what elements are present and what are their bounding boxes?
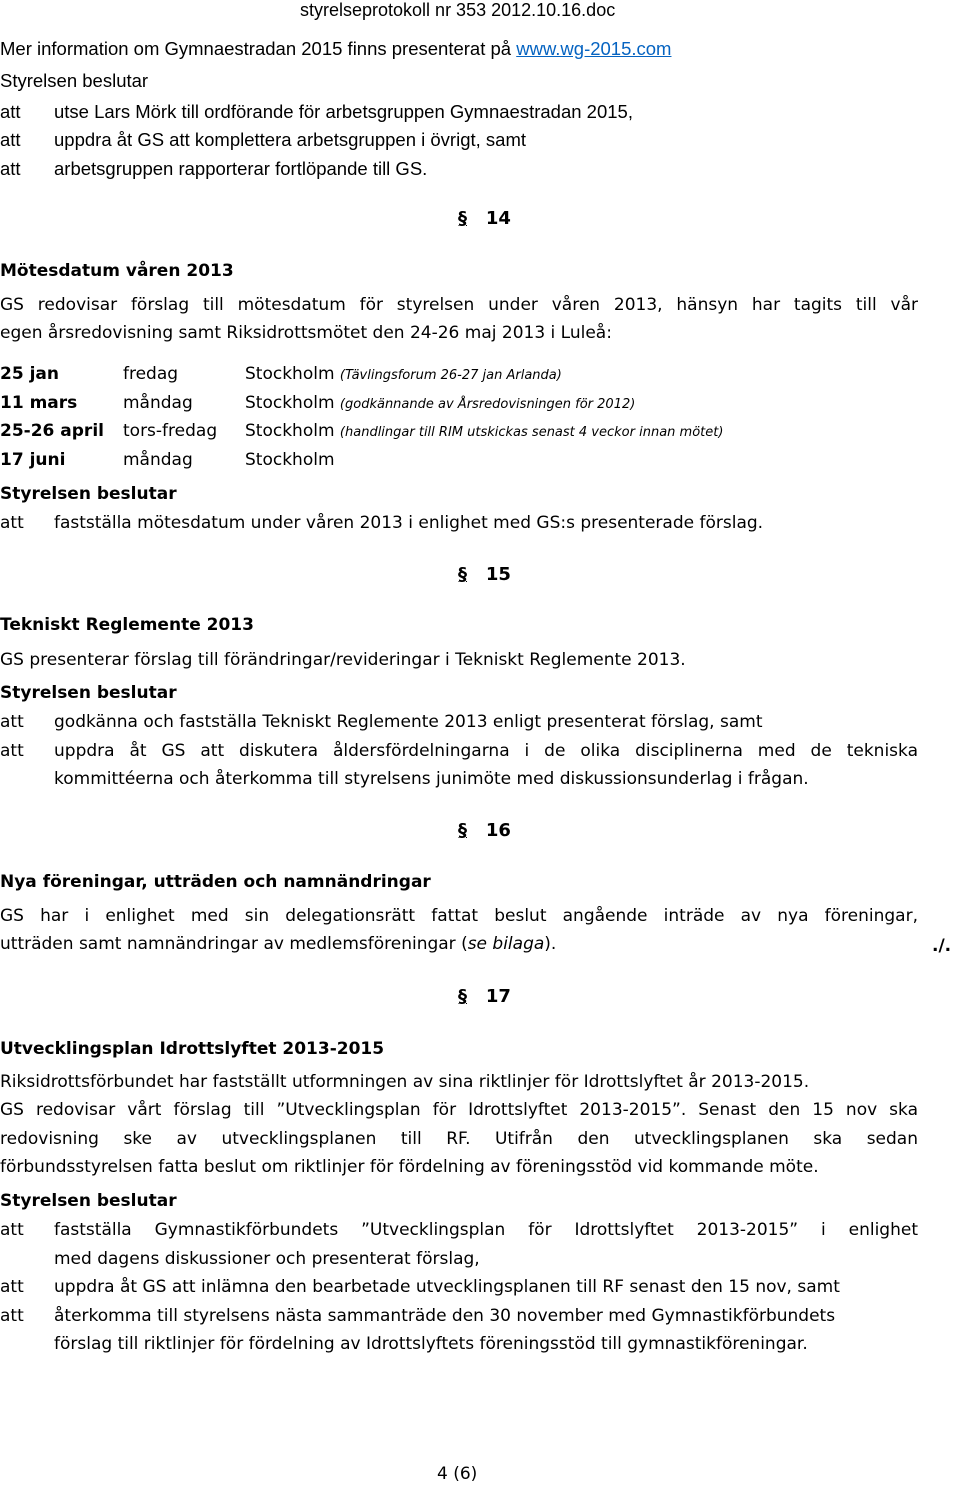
section-14-para-line-1: GS redovisar förslag till mötesdatum för styrelsen under våren 2013, hänsyn har tagits till vår	[0, 295, 918, 315]
info-line	[0, 38, 671, 60]
section-number: 15	[485, 564, 511, 585]
info-text: Mer information om Gymnaestradan 2015 finns presenterat på	[0, 38, 517, 59]
meeting-place: Stockholm (handlingar till RIM utskickas senast 4 veckor innan mötet)	[245, 421, 724, 441]
att-label: att	[0, 712, 24, 732]
section-number: 17	[485, 986, 511, 1007]
meeting-day: fredag	[123, 364, 179, 384]
section-16-title: Nya föreningar, utträden och namnändringar	[0, 872, 431, 892]
section-number-16	[458, 820, 511, 841]
section-14-decision-heading: Styrelsen beslutar	[0, 484, 177, 504]
att-label: att	[0, 1306, 24, 1326]
section-15-para: GS presenterar förslag till förändringar/revideringar i Tekniskt Reglemente 2013.	[0, 650, 686, 670]
meeting-place: Stockholm (Tävlingsforum 26-27 jan Arlanda)	[245, 364, 562, 384]
top-item-text: arbetsgruppen rapporterar fortlöpande till GS.	[54, 158, 428, 179]
section-15-item-2-cont: kommittéerna och återkomma till styrelsens junimöte med diskussionsunderlag i frågan.	[54, 769, 809, 789]
meeting-date-row	[0, 450, 960, 476]
meeting-day: tors-fredag	[123, 421, 218, 441]
section-17-para-line-3: redovisning ske av utvecklingsplanen till RF. Utifrån den utvecklingsplanen ska sedan	[0, 1129, 918, 1149]
meeting-date: 11 mars	[0, 393, 78, 413]
meeting-date: 17 juni	[0, 450, 66, 470]
decision-text: uppdra åt GS att inlämna den bearbetade utvecklingsplanen till RF senast den 15 nov, samt	[54, 1277, 840, 1297]
meeting-date: 25 jan	[0, 364, 59, 384]
paragraph-symbol: §	[458, 564, 467, 585]
att-label: att	[0, 1220, 24, 1240]
meeting-date-row	[0, 393, 960, 419]
section-17-item-3-cont: förslag till riktlinjer för fördelning av Idrottslyftets föreningsstöd till gymnastikföreningar.	[54, 1334, 808, 1354]
decision-text: återkomma till styrelsens nästa sammanträde den 30 november med Gymnastikförbundets	[54, 1306, 836, 1326]
meeting-place: Stockholm	[245, 450, 335, 470]
page-number: 4 (6)	[437, 1464, 478, 1484]
attachment-reference: se bilaga	[467, 934, 545, 954]
section-17-item-1-cont: med dagens diskussioner och presenterat förslag,	[54, 1249, 480, 1269]
att-label: att	[0, 1277, 24, 1297]
top-item-text: uppdra åt GS att komplettera arbetsgruppen i övrigt, samt	[54, 129, 526, 150]
decision-text: uppdra åt GS att diskutera åldersfördelningarna i de olika disciplinerna med de tekniska	[54, 741, 918, 761]
document-filename: styrelseprotokoll nr 353 2012.10.16.doc	[300, 0, 616, 20]
meeting-note: (godkännande av Årsredovisningen för 2012)	[339, 397, 636, 412]
section-16-para-line-2: utträden samt namnändringar av medlemsföreningar (se bilaga).	[0, 934, 557, 954]
section-17-para-line-1: Riksidrottsförbundet har fastställt utformningen av sina riktlinjer för Idrottslyftet år 2013-2015.	[0, 1072, 810, 1092]
section-17-para-line-2: GS redovisar vårt förslag till ”Utvecklingsplan för Idrottslyftet 2013-2015”. Senast den 15 nov ska	[0, 1100, 918, 1120]
info-link[interactable]: www.wg-2015.com	[516, 38, 672, 59]
section-14-para-line-2: egen årsredovisning samt Riksidrottsmötet den 24-26 maj 2013 i Luleå:	[0, 323, 612, 343]
section-16-para-line-1: GS har i enlighet med sin delegationsrätt fattat beslut angående inträde av nya föreningar,	[0, 906, 918, 926]
section-number-17	[458, 986, 511, 1007]
section-17-decision-heading: Styrelsen beslutar	[0, 1191, 177, 1211]
paragraph-symbol: §	[458, 986, 467, 1007]
decision-text: godkänna och fastställa Tekniskt Reglemente 2013 enligt presenterat förslag, samt	[54, 712, 763, 732]
paragraph-symbol: §	[458, 820, 467, 841]
continuation-mark: ./.	[932, 936, 952, 956]
top-decision-heading: Styrelsen beslutar	[0, 70, 149, 91]
meeting-note: (handlingar till RIM utskickas senast 4 veckor innan mötet)	[339, 425, 724, 440]
section-17-title: Utvecklingsplan Idrottslyftet 2013-2015	[0, 1039, 385, 1059]
meeting-day: måndag	[123, 450, 193, 470]
section-number: 16	[485, 820, 511, 841]
meeting-date: 25-26 april	[0, 421, 104, 441]
top-item-text: utse Lars Mörk till ordförande för arbetsgruppen Gymnaestradan 2015,	[54, 101, 633, 122]
meeting-date-row	[0, 421, 960, 447]
meeting-place: Stockholm (godkännande av Årsredovisningen för 2012)	[245, 393, 636, 413]
att-label: att	[0, 129, 21, 150]
meeting-note: (Tävlingsforum 26-27 jan Arlanda)	[339, 368, 562, 383]
paragraph-symbol: §	[458, 208, 467, 229]
section-number-15	[458, 564, 511, 585]
meeting-date-row	[0, 364, 960, 390]
att-label: att	[0, 101, 21, 122]
section-17-para-line-4: förbundsstyrelsen fatta beslut om riktlinjer för fördelning av föreningsstöd vid kommande möte.	[0, 1157, 819, 1177]
att-label: att	[0, 158, 21, 179]
section-number-14	[458, 208, 511, 229]
meeting-dates-table	[0, 364, 960, 484]
att-label: att	[0, 741, 24, 761]
section-number: 14	[485, 208, 511, 229]
section-15-title: Tekniskt Reglemente 2013	[0, 615, 254, 635]
section-14-title: Mötesdatum våren 2013	[0, 261, 234, 281]
section-15-decision-heading: Styrelsen beslutar	[0, 683, 177, 703]
meeting-day: måndag	[123, 393, 193, 413]
decision-text: fastställa mötesdatum under våren 2013 i enlighet med GS:s presenterade förslag.	[54, 513, 764, 533]
att-label: att	[0, 513, 24, 533]
decision-text: fastställa Gymnastikförbundets ”Utvecklingsplan för Idrottslyftet 2013-2015” i enlighet	[54, 1220, 918, 1240]
